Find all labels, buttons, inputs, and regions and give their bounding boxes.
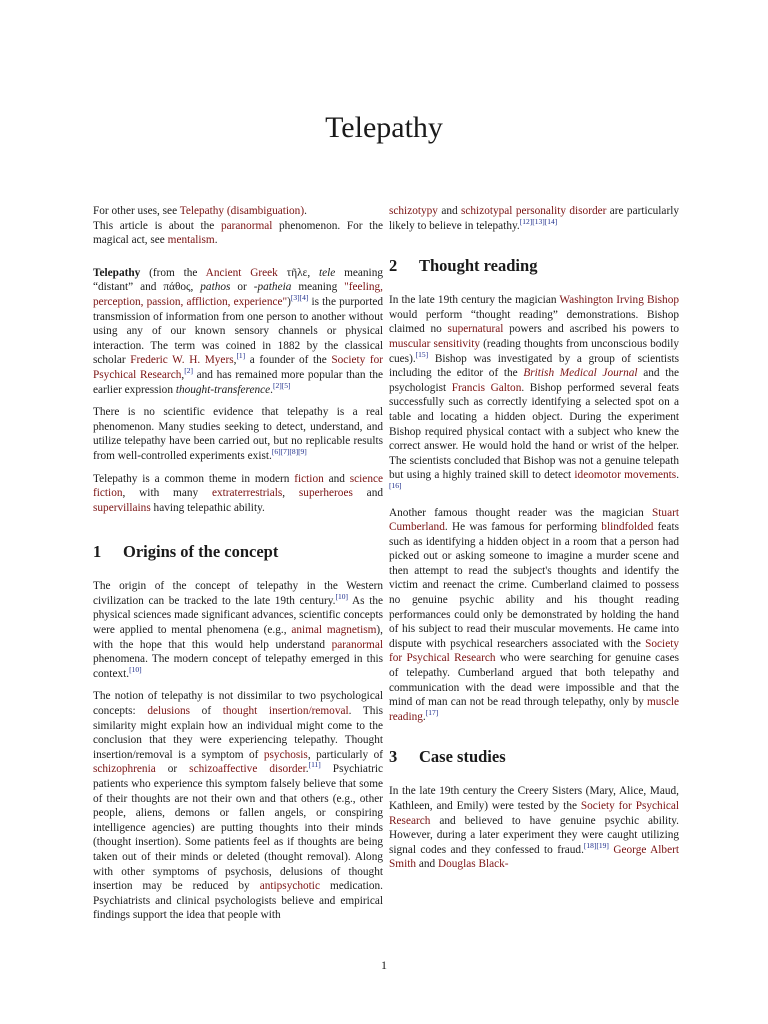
link-supernatural[interactable]: supernatural	[447, 323, 504, 336]
hatnote-disambiguation	[93, 204, 383, 219]
text: tele	[318, 266, 336, 279]
text: . Bishop performed several feats successfully such as correctly identifying a selected spot on a table and locating a hidden object. During the experiment Bishop required physical contact with a subject who knew the correct answer. He would hold the hand or wrist of the helper. The scientists concluded that Bishop was not a genuine telepath but using a highly trained skill to detect	[389, 381, 680, 482]
theme-paragraph	[93, 472, 383, 516]
text: , with many	[122, 487, 212, 500]
link-francis-galton[interactable]: Francis Galton	[451, 381, 522, 394]
section-number: 1	[93, 542, 102, 562]
text: having telepathic ability.	[150, 501, 265, 514]
link-schizotypy[interactable]: schizotypy	[389, 205, 438, 217]
page-title: Telepathy	[325, 111, 443, 144]
section-number: 3	[389, 747, 398, 767]
text: powers and ascribed his powers to	[503, 323, 680, 336]
text: meaning	[291, 281, 345, 294]
citation[interactable]: [1]	[236, 351, 246, 361]
text: a founder of the	[245, 354, 332, 367]
text: .	[270, 383, 273, 396]
text: who were searching for genuine cases of telepathy. Cumberland argued that both telepathy and communication with the dead were impossible and that the mind of man can not be read through telepathy, only by	[389, 652, 680, 709]
citation[interactable]: [15]	[415, 349, 429, 359]
text: .	[305, 763, 309, 776]
text: and has remained more popular than the earlier expression	[93, 368, 383, 396]
thought-reading-paragraph-1	[389, 293, 679, 497]
text: Psychiatric patients who experience this symptom falsely believe that some of their thoughts are not their own and that others (e.g., other people, aliens, demons or fallen angels, or conspiring intelligence agencies) are putting thoughts into their minds (thought insertion). Some patients feel as if thoughts are being taken out of their minds or deleted (thought removal). Along with other symptoms of psychosis, delusions of thought insertion may be reduced by	[93, 763, 384, 893]
hatnote-text: For other uses, see	[93, 205, 180, 217]
hatnote-text: This article is about the	[93, 219, 221, 232]
text: and	[437, 205, 461, 217]
text: would perform “thought reading” demonstrations. Bishop claimed no	[389, 308, 679, 336]
citation[interactable]: [17]	[425, 707, 439, 717]
link-society-psychical-research[interactable]: Society for Psychical Research	[389, 800, 679, 827]
origins-paragraph-2-continued	[389, 204, 679, 233]
link-feeling[interactable]: "feeling, perception, passion, affliction, experience"	[93, 281, 383, 308]
text: thought-transference	[175, 383, 271, 396]
hatnote-text: phenomenon. For the magical act, see	[93, 219, 383, 247]
link-society-psychical-research[interactable]: Society for Psychical Research	[389, 637, 679, 665]
text: )	[287, 295, 291, 308]
link-ideomotor-movements[interactable]: ideomotor movements	[574, 469, 677, 482]
link-frederic-myers[interactable]: Frederic W. H. Myers	[130, 354, 234, 367]
citation[interactable]: [6][7][8][9]	[271, 446, 307, 456]
evidence-paragraph	[93, 405, 383, 463]
section-number: 2	[389, 256, 398, 276]
text: As the physical sciences made significant advances, scientific concepts were applied to mental phenomena (e.g.,	[93, 594, 383, 637]
text: There is no scientific evidence that telepathy is a real phenomenon. Many studies seeking to detect, understand, and utilize telepathy have been carried out, but no replicable results from well-controlled experiments exist.	[93, 406, 383, 462]
origins-paragraph-1	[93, 579, 383, 681]
text: . This similarity might explain how an individual might come to the conclusion that they were experiencing telepathy. Thought insertion/removal is a symptom of	[93, 705, 383, 761]
section-title: Case studies	[419, 747, 506, 767]
text: and believed to have genuine psychic ability. However, during a later experiment they were caught utilizing signal codes and they confessed to fraud.	[389, 814, 679, 856]
link-douglas-blackburn[interactable]: Douglas Black-	[437, 858, 509, 871]
right-column	[389, 204, 679, 880]
link-stuart-cumberland[interactable]: Stuart Cumberland	[389, 506, 679, 534]
link-animal-magnetism[interactable]: animal magnetism	[291, 624, 377, 637]
link-supervillains[interactable]: supervillains	[93, 501, 151, 514]
citation[interactable]: [10]	[335, 591, 348, 601]
intro-term: Telepathy	[93, 266, 141, 279]
text: , particularly of	[307, 748, 384, 761]
text: and	[416, 858, 438, 871]
text: and	[323, 472, 350, 485]
text: .	[422, 710, 426, 723]
link-paranormal[interactable]: paranormal	[331, 638, 383, 651]
link-telepathy-disambiguation[interactable]: Telepathy (disambiguation)	[179, 205, 305, 217]
citation[interactable]: [3][4]	[290, 292, 309, 302]
text: Telepathy is a common theme in modern	[93, 472, 295, 485]
citation[interactable]: [2]	[184, 365, 193, 375]
case-studies-paragraph-1	[389, 784, 679, 872]
text: and	[352, 487, 383, 500]
text: are particularly likely to believe in telepathy.	[389, 205, 679, 232]
link-science-fiction[interactable]: science fiction	[93, 472, 383, 500]
text: . He was famous for performing	[444, 521, 602, 534]
text: Bishop was investigated by a group of scientists including the editor of the	[389, 352, 679, 380]
link-delusions[interactable]: delusions	[147, 705, 191, 718]
page-number: 1	[381, 958, 387, 972]
section-heading-origins	[93, 541, 383, 563]
text: τῆλε,	[277, 266, 319, 279]
link-fiction[interactable]: fiction	[294, 472, 324, 485]
hatnote-text: .	[304, 205, 307, 217]
text: In the late 19th century the Creery Sisters (Mary, Alice, Maud, Kathleen, and Emily) were tested by the	[389, 785, 679, 812]
link-extraterrestrials[interactable]: extraterrestrials	[211, 487, 283, 500]
citation[interactable]: [11]	[308, 760, 321, 770]
text: The notion of telepathy is not dissimilar to two psychological concepts:	[93, 690, 383, 718]
section-title: Thought reading	[419, 256, 538, 276]
text: ,	[181, 368, 185, 381]
text: patheia	[257, 281, 292, 294]
link-washington-irving-bishop[interactable]: Washington Irving Bishop	[559, 294, 679, 307]
link-schizophrenia[interactable]: schizophrenia	[93, 763, 156, 776]
text: pathos	[200, 281, 231, 294]
citation[interactable]: [16]	[389, 480, 402, 490]
link-schizoaffective-disorder[interactable]: schizoaffective disorder	[189, 763, 306, 776]
text: In the late 19th century the magician	[389, 294, 560, 307]
citation[interactable]: [2][5]	[272, 380, 291, 390]
link-mentalism[interactable]: mentalism	[167, 234, 215, 247]
link-ancient-greek[interactable]: Ancient Greek	[205, 266, 278, 279]
link-paranormal[interactable]: paranormal	[220, 219, 273, 232]
text: or -	[230, 281, 258, 294]
text: (from the	[140, 266, 206, 279]
hatnote-about	[93, 219, 383, 248]
link-british-medical-journal[interactable]: British Medical Journal	[523, 367, 638, 380]
hatnote-text: .	[214, 234, 218, 247]
citation[interactable]: [12][13][14]	[519, 216, 558, 226]
citation[interactable]: [18][19]	[583, 840, 609, 850]
link-antipsychotic[interactable]: antipsychotic	[259, 880, 320, 893]
section-title: Origins of the concept	[123, 542, 279, 562]
text: and the psychologist	[389, 367, 680, 394]
text: or	[155, 763, 190, 776]
text: is the purported transmission of information from one person to another without using any of our known sensory channels or physical interaction. The term was coined in 1882 by the classical scholar	[93, 295, 383, 367]
text: ,	[282, 487, 299, 500]
text: ), with the hope that this would help understand	[93, 624, 383, 651]
thought-reading-paragraph-2	[389, 506, 679, 725]
link-muscular-sensitivity[interactable]: muscular sensitivity	[389, 337, 481, 350]
link-muscle-reading[interactable]: muscle reading	[389, 696, 679, 723]
text: ,	[233, 354, 237, 367]
left-column	[93, 204, 383, 931]
link-superheroes[interactable]: superheroes	[298, 487, 353, 500]
citation[interactable]: [10]	[129, 664, 142, 674]
section-heading-thought-reading	[389, 255, 679, 277]
link-schizotypal-personality-disorder[interactable]: schizotypal personality disorder	[461, 205, 607, 217]
text: .	[676, 469, 680, 482]
link-society-psychical-research[interactable]: Society for Psychical Research	[93, 354, 383, 381]
text: phenomena. The modern concept of telepathy emerged in this context.	[93, 653, 383, 680]
link-blindfolded[interactable]: blindfolded	[601, 521, 654, 534]
intro-paragraph	[93, 266, 383, 397]
origins-paragraph-2	[93, 689, 383, 923]
text: of	[190, 705, 223, 718]
link-thought-insertion[interactable]: thought insertion/removal	[222, 705, 349, 718]
link-george-albert-smith[interactable]: George Albert Smith	[389, 843, 679, 871]
text: medication. Psychiatrists and clinical psychologists believe and empirical findings support the idea that people with	[93, 880, 383, 922]
link-psychosis[interactable]: psychosis	[263, 748, 308, 761]
text: meaning “distant” and πάθος,	[93, 266, 383, 294]
text: feats such as identifying a hidden object in a room that a person had picked out or asking someone to imagine a murder scene and then attempt to read the subject's thoughts and identify the victim and reenact the crime. Cumberland claimed to possess no genuine psychic ability and his thought reading performances could only be demonstrated by holding the hand of his subject to read their muscular movements. He came into dispute with psychical researchers associated with the	[389, 521, 679, 650]
text: The origin of the concept of telepathy in the Western civilization can be tracked to the late 19th century.	[93, 580, 383, 607]
text: (reading thoughts from unconscious bodily cues).	[389, 337, 679, 365]
section-heading-case-studies	[389, 746, 679, 768]
text: Another famous thought reader was the magician	[389, 506, 652, 519]
